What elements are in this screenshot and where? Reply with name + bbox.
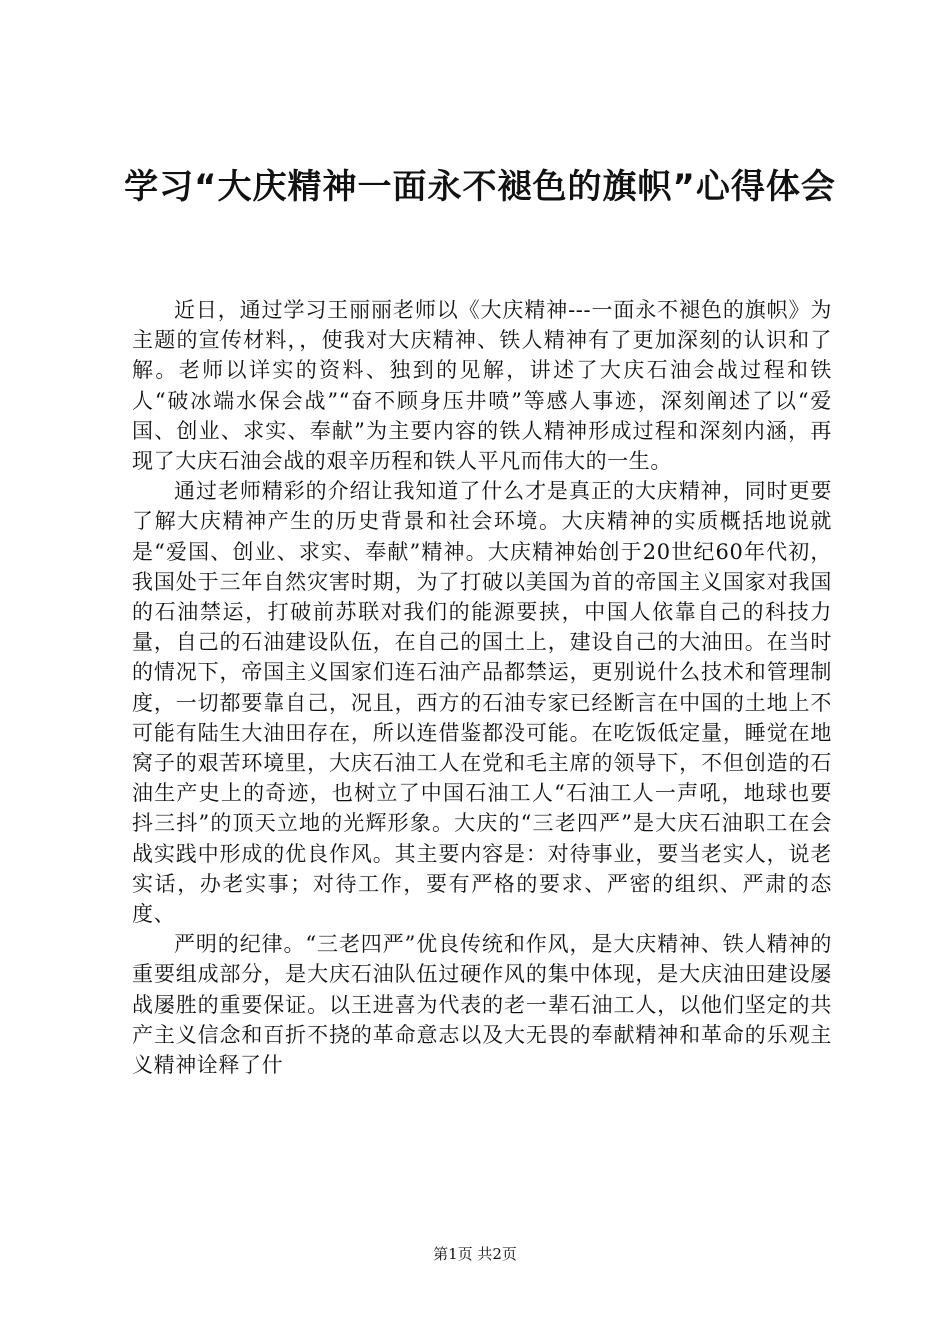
paragraph-1: 近日，通过学习王丽丽老师以《大庆精神---一面永不褪色的旗帜》为主题的宣传材料，，使我对大庆精神、铁人精神有了更加深刻的认识和了解。老师以详实的资料、独到的见解，讲述了大庆石油会战过程和铁人“破冰端水保会战”“奋不顾身压井喷”等感人事迹，深刻阐述了以“爱国、创业、求实、奉献”为主要内容的铁人精神形成过程和深刻内涵，再现了大庆石油会战的艰辛历程和铁人平凡而伟大的一生。 (132, 298, 832, 474)
paragraph-3: 严明的纪律。“三老四严”优良传统和作风，是大庆精神、铁人精神的重要组成部分，是大庆石油队伍过硬作风的集中体现，是大庆油田建设屡战屡胜的重要保证。以王进喜为代表的老一辈石油工人，以他们坚定的共产主义信念和百折不挠的革命意志以及大无畏的奉献精神和革命的乐观主义精神诠释了什 (132, 932, 832, 1078)
document-body (132, 295, 832, 1080)
page-footer: 第1页 共2页 (433, 1245, 517, 1263)
paragraph-2: 通过老师精彩的介绍让我知道了什么才是真正的大庆精神，同时更要了解大庆精神产生的历史背景和社会环境。大庆精神的实质概括地说就是“爱国、创业、求实、奉献”精神。大庆精神始创于20世纪60年代初，我国处于三年自然灾害时期，为了打破以美国为首的帝国主义国家对我国的石油禁运，打破前苏联对我们的能源要挟，中国人依靠自己的科技力量，自己的石油建设队伍，在自己的国土上，建设自己的大油田。在当时的情况下，帝国主义国家们连石油产品都禁运，更别说什么技术和管理制度，一切都要靠自己，况且，西方的石油专家已经断言在中国的土地上不可能有陆生大油田存在，所以连借鉴都没可能。在吃饭低定量，睡觉在地窝子的艰苦环境里，大庆石油工人在党和毛主席的领导下，不但创造的石油生产史上的奇迹，也树立了中国石油工人“石油工人一声吼，地球也要抖三抖”的顶天立地的光辉形象。大庆的“三老四严”是大庆石油职工在会战实践中形成的优良作风。其主要内容是：对待事业，要当老实人，说老实话，办老实事；对待工作，要有严格的要求、严密的组织、严肃的态度、 (132, 479, 832, 927)
document-title: 学习“大庆精神一面永不褪色的旗帜”心得体会 (124, 167, 836, 207)
